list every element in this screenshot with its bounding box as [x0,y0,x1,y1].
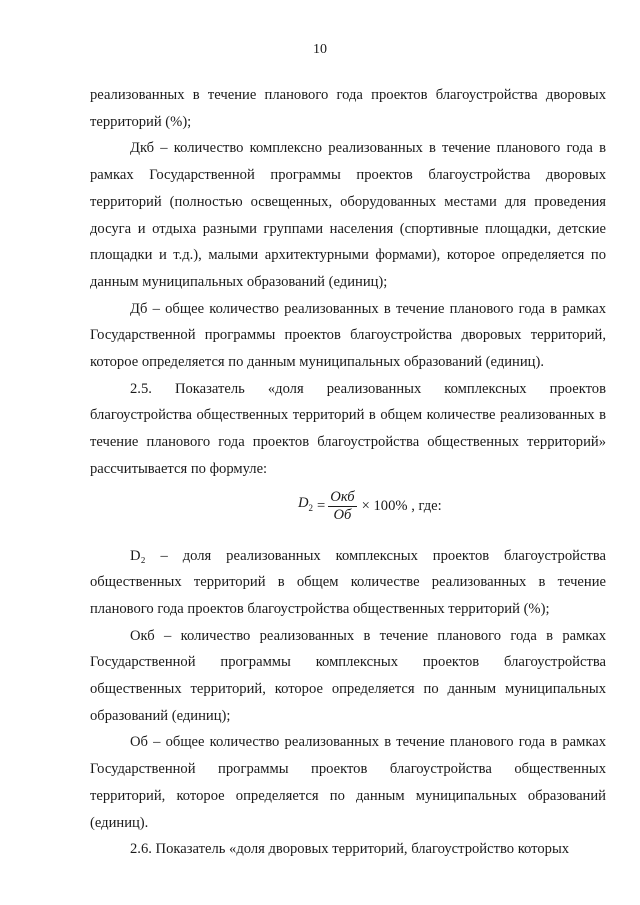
page-number: 10 [313,42,327,57]
formula-denominator: Об [333,506,352,523]
paragraph-okb-definition: Окб – количество реализованных в течение планового года в рамках Государственной программы комплексных проектов благоустройства общественных территорий, которое определяется по данным муниципальных образований (единиц); [90,627,606,724]
paragraph-dkb-definition: Дкб – количество комплексно реализованных в течение планового года в рамках Государственной программы проектов благоустройства дворовых территорий (полностью освещенных, оборудованных местами для проведения досуга и отдыха разными группами населения (спортивные площадки, детские площадки и т.д.), малыми архитектурными формами), которое определяется по данным муниципальных образований (единиц); [90,140,606,290]
paragraph-section-2-6: 2.6. Показатель «доля дворовых территорий, благоустройство которых [130,841,570,858]
formula-tail: × 100% , где: [361,497,442,514]
formula-fraction [328,489,356,524]
paragraph-ob-definition: Об – общее количество реализованных в течение планового года в рамках Государственной программы проектов благоустройства общественных территорий, которое определяется по данным муниципальных образований (единиц). [90,734,606,831]
paragraph-db-definition: Дб – общее количество реализованных в течение планового года в рамках Государственной программы проектов благоустройства дворовых территорий, которое определяется по данным муниципальных образований (единиц). [90,300,606,371]
formula-numerator: Окб [330,488,355,505]
formula-lhs: $D_2$ [298,495,314,514]
formula-d2 [90,487,606,537]
formula-equals: = [317,497,326,514]
document-body [90,82,606,863]
paragraph-section-2-5: 2.5. Показатель «доля реализованных комплексных проектов благоустройства общественных территорий в общем количестве реализованных в течение планового года проектов благоустройства общественных территорий» рассчитывается по формуле: [90,380,606,477]
paragraph-d2-definition: D₂ – доля реализованных комплексных проектов благоустройства общественных территорий в общем количестве реализованных в течение планового года проектов благоустройства общественных территорий (%); [90,547,606,617]
paragraph-continuation: реализованных в течение планового года проектов благоустройства дворовых территорий (%); [90,87,606,130]
